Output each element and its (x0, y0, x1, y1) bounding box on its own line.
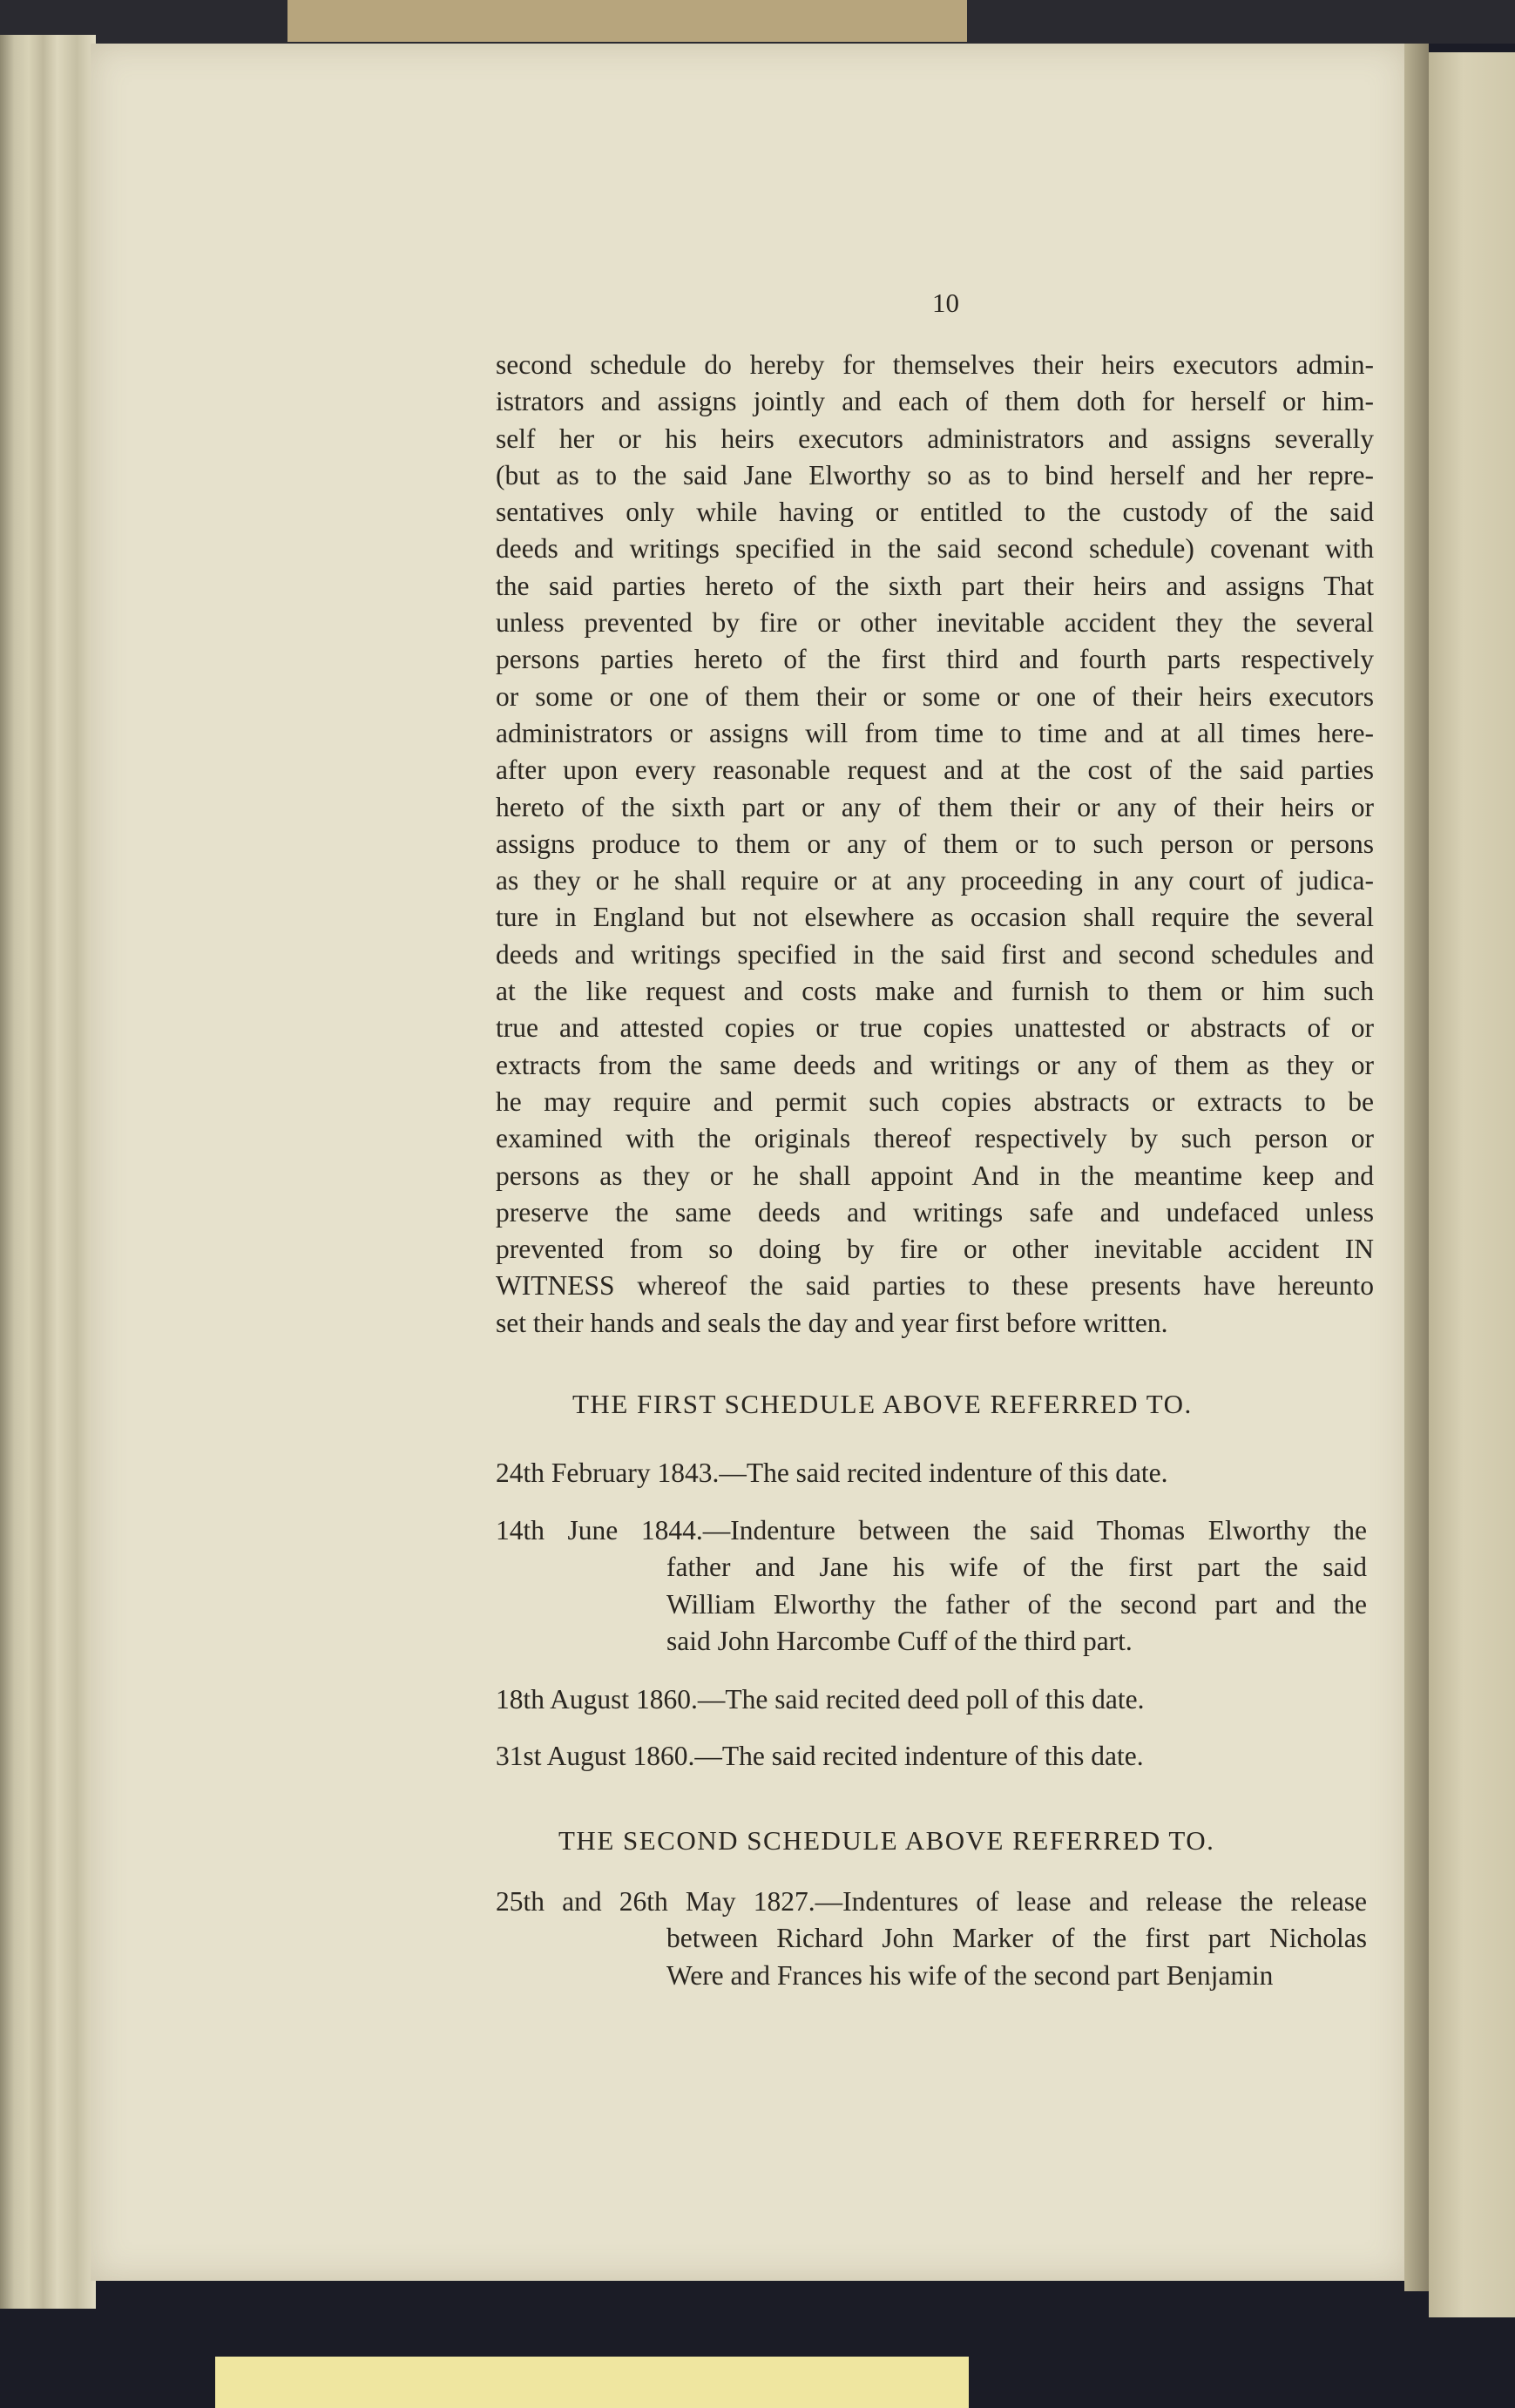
book-gutter (1404, 44, 1429, 2291)
text-line: the said parties hereto of the sixth part their heirs and assigns That (496, 570, 1374, 601)
text-line: or some or one of them their or some or one of their heirs executors (496, 680, 1374, 712)
schedule-entry (496, 1512, 1367, 1660)
scan-paper-scrap (287, 0, 967, 42)
entry-line: between Richard John Marker of the first part Nicholas (666, 1923, 1367, 1954)
text-line: true and attested copies or true copies unattested or abstracts of or (496, 1012, 1374, 1044)
entry-line: said John Harcombe Cuff of the third part. (666, 1625, 1133, 1656)
text-line: sentatives only while having or entitled to the custody of the said (496, 497, 1374, 528)
text-line: he may require and permit such copies abstracts or extracts to be (496, 1086, 1374, 1117)
text-line: preserve the same deeds and writings safe and undefaced unless (496, 1196, 1374, 1228)
schedule-entry (496, 1455, 1367, 1491)
text-line: (but as to the said Jane Elworthy so as to bind herself and her repre- (496, 459, 1374, 490)
text-line: at the like request and costs make and furnish to them or him such (496, 976, 1374, 1007)
schedule-entry (496, 1884, 1367, 1994)
text-line: self her or his heirs executors administrators and assigns severally (496, 423, 1374, 454)
text-line: deeds and writings specified in the said first and second schedules and (496, 938, 1374, 970)
text-line: deeds and writings specified in the said second schedule) covenant with (496, 533, 1374, 565)
first-schedule-heading: THE FIRST SCHEDULE ABOVE REFERRED TO. (572, 1389, 1193, 1419)
text-line: WITNESS whereof the said parties to these presents have hereunto (496, 1270, 1374, 1302)
text-line: second schedule do hereby for themselves their heirs executors admin- (496, 349, 1374, 380)
page-number: 10 (932, 287, 959, 318)
schedule-entry (496, 1681, 1367, 1718)
facing-page (1429, 52, 1515, 2317)
text-line: prevented from so doing by fire or other inevitable accident IN (496, 1234, 1374, 1265)
entry-line: Were and Frances his wife of the second part Benjamin (666, 1959, 1274, 1991)
text-line: hereto of the sixth part or any of them their or any of their heirs or (496, 791, 1374, 822)
text-line: examined with the originals thereof respectively by such person or (496, 1123, 1374, 1154)
book-page-edges (0, 35, 96, 2309)
text-line: administrators or assigns will from time to time and at all times here- (496, 717, 1374, 748)
text-line: persons as they or he shall appoint And in the meantime keep and (496, 1160, 1374, 1191)
schedule-entry (496, 1738, 1367, 1775)
yellow-tab (215, 2357, 969, 2408)
text-line: unless prevented by fire or other inevitable accident they the several (496, 607, 1374, 639)
entry-line: 14th June 1844.—Indenture between the said Thomas Elworthy the (496, 1515, 1367, 1546)
text-line: extracts from the same deeds and writings or any of them as they or (496, 1049, 1374, 1080)
entry-line: 31st August 1860.—The said recited indenture of this date. (496, 1741, 1144, 1771)
entry-line: William Elworthy the father of the second part and the (666, 1588, 1367, 1620)
text-line: after upon every reasonable request and at the cost of the said parties (496, 754, 1374, 786)
second-schedule-heading: THE SECOND SCHEDULE ABOVE REFERRED TO. (558, 1825, 1215, 1856)
entry-line: 24th February 1843.—The said recited indenture of this date. (496, 1458, 1168, 1488)
text-line: set their hands and seals the day and year first before written. (496, 1307, 1168, 1338)
text-line: assigns produce to them or any of them or to such person or persons (496, 828, 1374, 859)
text-line: persons parties hereto of the first third and fourth parts respectively (496, 644, 1374, 675)
entry-line: 25th and 26th May 1827.—Indentures of lease and release the release (496, 1886, 1367, 1917)
text-line: as they or he shall require or at any proceeding in any court of judica- (496, 865, 1374, 896)
text-line: istrators and assigns jointly and each of them doth for herself or him- (496, 386, 1374, 417)
entry-line: 18th August 1860.—The said recited deed poll of this date. (496, 1684, 1145, 1715)
body-paragraph (496, 347, 1374, 1342)
text-line: ture in England but not elsewhere as occasion shall require the several (496, 902, 1374, 933)
entry-line: father and Jane his wife of the first part the said (666, 1552, 1367, 1583)
